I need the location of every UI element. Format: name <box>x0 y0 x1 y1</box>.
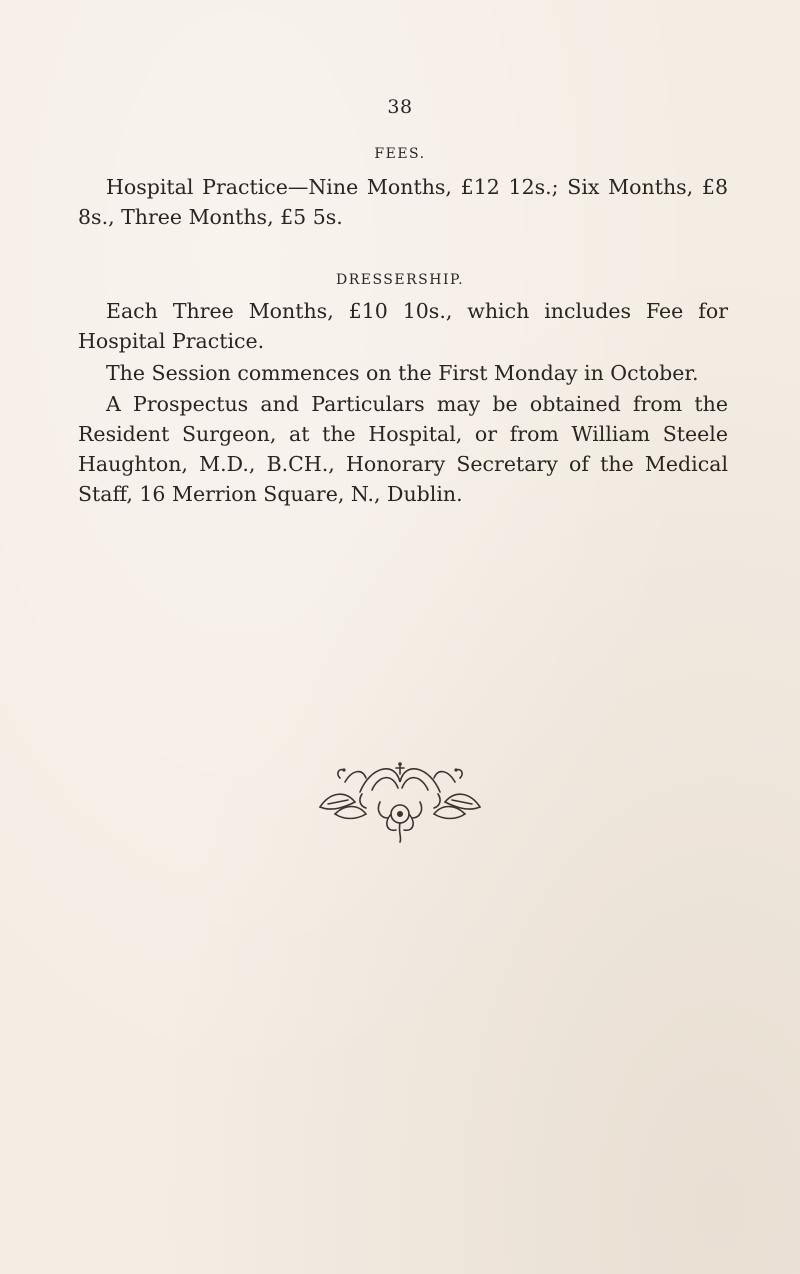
fees-heading: FEES. <box>374 146 426 162</box>
fees-paragraph: Hospital Practice—Nine Months, £12 12s.; Six Months, £8 8s., Three Months, £5 5s. <box>78 175 728 229</box>
floral-tailpiece-icon <box>300 752 500 844</box>
page-number: 38 <box>387 96 413 118</box>
session-paragraph: The Session commences on the First Monday in October. <box>106 361 699 385</box>
dressership-heading: DRESSERSHIP. <box>335 272 465 288</box>
dressership-paragraph: Each Three Months, £10 10s., which includes Fee for Hospital Practice. <box>78 299 728 353</box>
prospectus-paragraph: A Prospectus and Particulars may be obtained from the Resident Surgeon, at the Hospital, or from William Steele Haughton, M.D., B.CH., Honorary Secretary of the Medical Staff, 16 Merrion Square, N., Dublin. <box>78 392 728 506</box>
